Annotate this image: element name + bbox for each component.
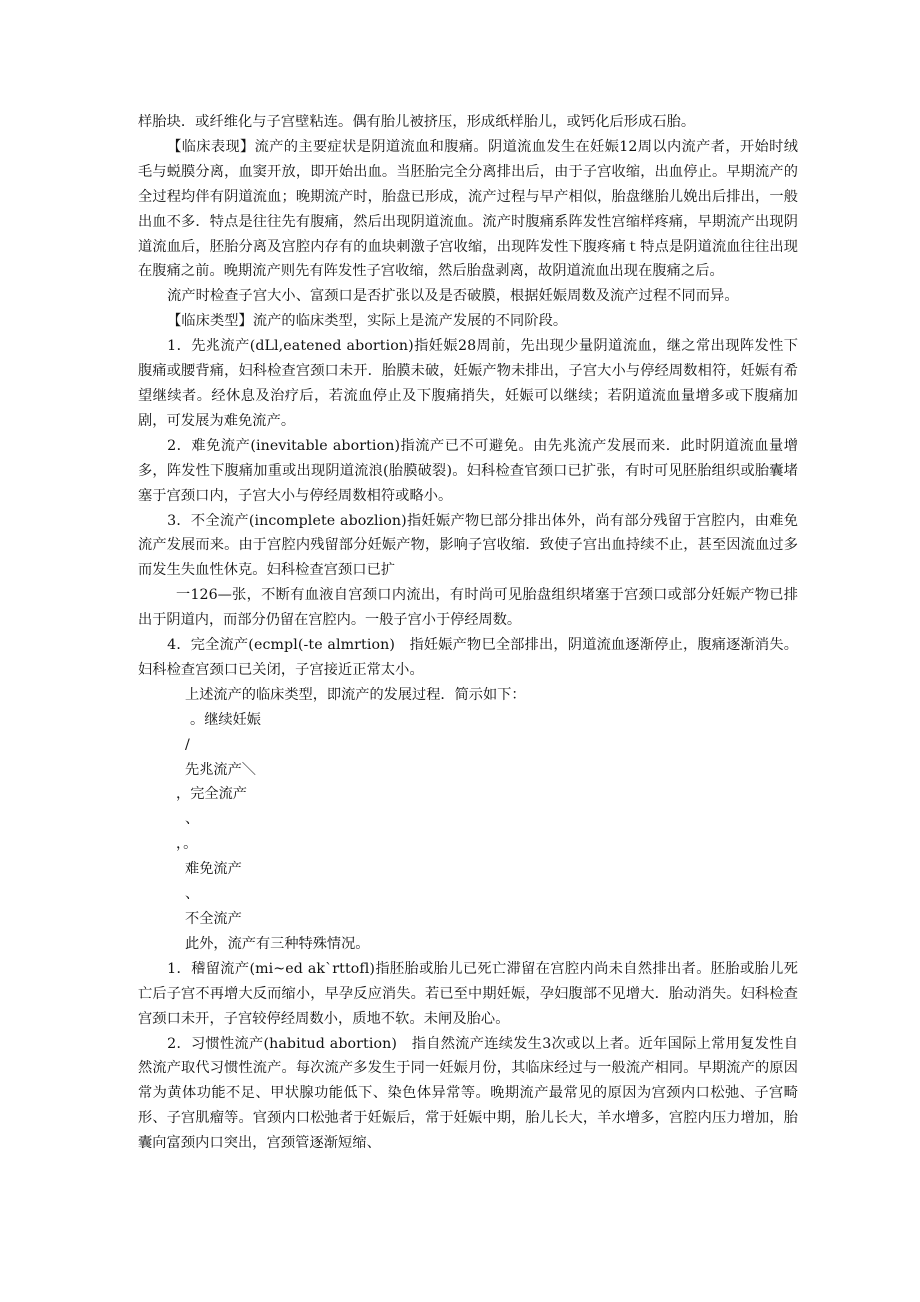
paragraph-habitual-abortion: 2．习惯性流产(habitud abortion) 指自然流产连续发生3次或以上者。近年国际上常用复发性自然流产取代习惯性流产。每次流产多发生于同一妊娠月份，其临床经过与一般流产相同。早期流产的原因常为黄体功能不足、甲状腺功能低下、染色体异常等。晚期流产最常见的原因为宫颈内口松弛、子宫畸形、子宫肌瘤等。官颈内口松弛者于妊娠后，常于妊娠中期，胎儿长大，羊水增多，宫腔内压力增加，胎囊向富颈内口突出，宫颈管逐渐短缩、 bbox=[138, 1035, 798, 1152]
paragraph-incomplete-abortion: 3．不全流产(incomplete abozlion)指妊娠产物巳部分排出体外，尚有部分残留于宫腔内，由难免流产发展而来。由于宫腔内残留部分妊娠产物，影响子宫收缩．致使子宫出血持续不止，甚至因流血过多而发生失血性休克。妇科检查宫颈口已扩 bbox=[138, 512, 798, 579]
paragraph-intro: 样胎块．或纤维化与子宫壁粘连。偶有胎儿被挤压，形成纸样胎儿，或钙化后形成石胎。 bbox=[138, 114, 696, 130]
paragraph-threatened-abortion: 1．先兆流产(dLl,eatened abortion)指妊娠28周前，先出现少量阴道流血，继之常出现阵发性下腹痛或腰背痛，妇科检查宫颈口未开．胎膜未破，妊娠产物未排出，子宫大小与停经周数相符，妊娠有希望继续者。经休息及治疗后，若流血停止及下腹痛捎失，妊娠可以继续；若阴道流血量增多或下腹痛加剧，可发展为难免流产。 bbox=[138, 338, 798, 429]
flow-line: 上述流产的临床类型，即流产的发展过程．简示如下： bbox=[185, 686, 526, 703]
paragraph-clinical-manifestation: 【临床表现】流产的主要症状是阴道流血和腹痛。阴道流血发生在妊娠12周以内流产者，开始时绒毛与蜕膜分离，血窦开放，即开始出血。当胚胎完全分离排出后，由于子宫收缩，出血停止。早期流产的全过程均伴有阴道流血；晚期流产时，胎盘已形成，流产过程与早产相似，胎盘继胎儿娩出后排出，一般出血不多．特点是往往先有腹痛，然后出现阴道流血。流产时腹痛系阵发性宫缩样疼痛，早期流产出现阴道流血后，胚胎分离及宫腔内存有的血块刺激子宫收缩，出现阵发性下腹疼痛ｔ特点是阴道流血往往出现在腹痛之前。晚期流产则先有阵发性子宫收缩，然后胎盘剥离，故阴道流血出现在腹痛之后。 bbox=[138, 138, 798, 280]
flow-line: 、 bbox=[185, 886, 200, 903]
paragraph-examination: 流产时检查子宫大小、富颈口是否扩张以及是否破膜，根据妊娠周数及流产过程不同而异。 bbox=[167, 288, 739, 305]
paragraph-missed-abortion: 1．稽留流产(mi~ed ak`rttofl)指胚胎或胎儿已死亡滞留在宫腔内尚未自然排出者。胚胎或胎儿死亡后子宫不再增大反而缩小，早孕反应消失。若已至中期妊娠，孕妇腹部不见增大．胎动消失。妇科检查宫颈口未开，子宫较停经周数小，质地不软。未闸及胎心。 bbox=[138, 960, 798, 1027]
flow-line: 先兆流产＼ bbox=[185, 761, 256, 778]
flow-line: 。继续妊娠 bbox=[190, 711, 261, 728]
paragraph-complete-abortion: 4．完全流产(ecmpl(-te almrtion) 指妊娠产物巳全部排出，阴道流血逐渐停止，腹痛逐渐消失。妇科检查宫颈口已关闭，子宫接近正常太小。 bbox=[138, 637, 798, 678]
flow-line: 不全流产 bbox=[185, 911, 242, 927]
flow-line: ，。 bbox=[176, 836, 198, 853]
paragraph-page-break-continuation: 一126—张，不断有血液自宫颈口内流出，有时尚可见胎盘组织堵塞于宫颈口或部分妊娠产物已排出于阴道内，而部分仍留在宫腔内。一般子宫小于停经周数。 bbox=[138, 587, 798, 629]
flow-line: / bbox=[185, 736, 190, 753]
paragraph-inevitable-abortion: 2．难免流产(inevitable abortion)指流产已不可避免。由先兆流产发展而来．此时阴道流血量增多，阵发性下腹痛加重或出现阴道流浪(胎膜破裂)。妇科检查官颈口已扩张，有时可见胚胎组织或胎囊堵塞于宫颈口内，子宫大小与停经周数相符或略小。 bbox=[138, 437, 798, 504]
flow-diagram bbox=[138, 683, 798, 957]
flow-line: 难免流产 bbox=[185, 861, 242, 878]
flow-line: ，完全流产 bbox=[176, 786, 247, 803]
paragraph-clinical-types: 【临床类型】流产的临床类型，实际上是流产发展的不同阶段。 bbox=[167, 313, 568, 330]
flow-line: 此外，流产有三种特殊情况。 bbox=[185, 935, 370, 952]
document-page bbox=[138, 110, 798, 1156]
flow-line: 、 bbox=[185, 811, 200, 828]
